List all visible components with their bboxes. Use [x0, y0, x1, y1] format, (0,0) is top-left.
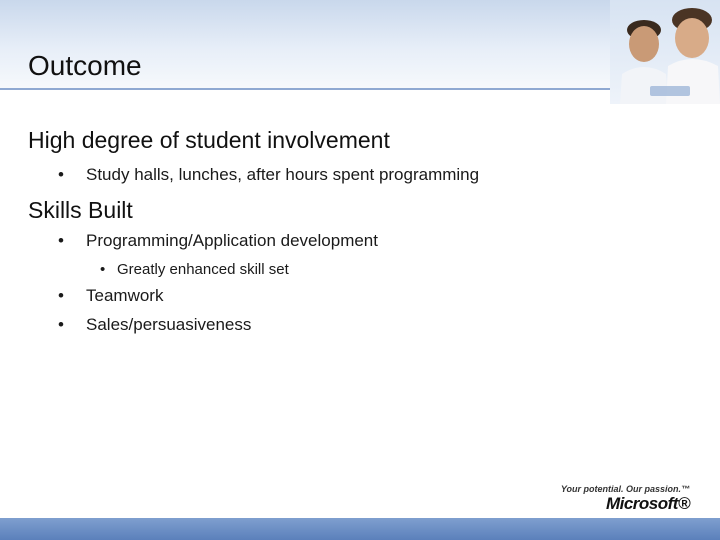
brand-tagline: Your potential. Our passion.™ [560, 484, 690, 494]
bullet-text: Greatly enhanced skill set [117, 261, 289, 278]
bullet-dot-icon: • [58, 286, 64, 305]
microsoft-logo: Microsoft® [605, 494, 690, 513]
bullet-dot-icon: • [100, 261, 106, 278]
bullet-item [28, 164, 646, 186]
bullet-text: Teamwork [86, 286, 164, 305]
bullet-dot-icon: • [58, 165, 64, 184]
bullet-item [28, 285, 646, 307]
children-photo-image [610, 0, 720, 104]
section-heading: High degree of student involvement [28, 127, 390, 153]
footer-bar [0, 518, 720, 540]
bullet-dot-icon: • [58, 231, 64, 250]
bullet-text: Programming/Application development [86, 231, 378, 250]
bullet-dot-icon: • [58, 315, 64, 334]
slide-title: Outcome [28, 50, 142, 81]
bullet-item [28, 314, 646, 336]
bullet-item [28, 230, 646, 252]
sub-bullet-item [28, 260, 677, 280]
section-heading: Skills Built [28, 197, 133, 223]
bullet-text: Sales/persuasiveness [86, 315, 252, 334]
bullet-text: Study halls, lunches, after hours spent programming [86, 165, 480, 184]
